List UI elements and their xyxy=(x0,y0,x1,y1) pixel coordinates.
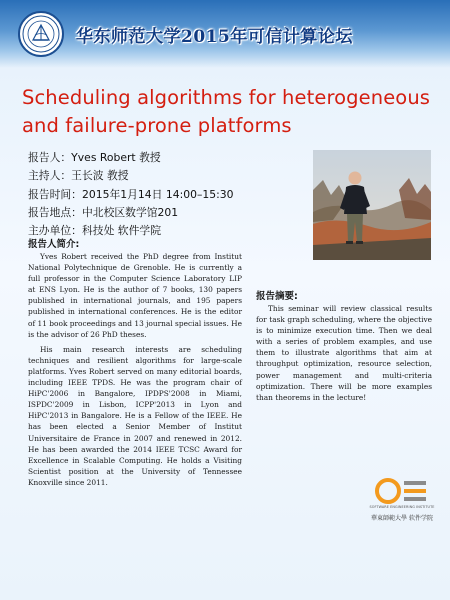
talk-title-line-1: Scheduling algorithms for heterogeneous xyxy=(22,86,431,109)
speaker-line: 报告人：Yves Robert 教授 xyxy=(28,151,161,164)
talk-title xyxy=(22,84,442,140)
time-line: 报告时间：2015年1月14日 14:00–15:30 xyxy=(28,187,234,201)
talk-abstract xyxy=(256,303,432,403)
speaker-bio xyxy=(28,251,242,492)
speaker-photo xyxy=(313,150,431,260)
bio-paragraph: Yves Robert received the PhD degree from Institut National Polytechnique de Grenoble. He is currently a full professor in the Computer Science Laboratory LIP at ENS Lyon. He is the author of 7 books, 130 papers published in international journals, and 195 papers published in international conferences. He is the editor of 11 book proceedings and 13 journal special issues. He is the advisor of 26 PhD theses. xyxy=(28,252,242,339)
institute-english-name: SOFTWARE ENGINEERING INSTITUTE xyxy=(369,505,435,509)
location-line: 报告地点：中北校区数学馆201 xyxy=(28,205,179,219)
software-engineering-institute-logo-icon xyxy=(360,477,442,535)
forum-title: 华东师范大学2015年可信计算论坛 xyxy=(76,27,353,47)
abstract-heading: 报告摘要: xyxy=(256,291,298,302)
bio-heading: 报告人简介: xyxy=(28,239,80,250)
institute-chinese-name: 華東師範大學 软件学院 xyxy=(371,515,433,522)
abstract-text: This seminar will review classical results for task graph scheduling, where the objective is to minimize execution time. Then we deal with a series of problem examples, and use them to illustrate algorithms that aim at throughput optimization, resource selection, power management and multi-criteria optimization. There will be more examples than theorems in the lecture! xyxy=(256,304,432,402)
bio-paragraph: His main research interests are scheduling techniques and resilient algorithms for large-scale platforms. Yves Robert served on many editorial boards, including IEEE TPDS. He was the program chair of HiPC'2006 in Bangalore, IPDPS'2008 in Miami, ISPDC'2009 in Lisbon, ICPP'2013 in Lyon and HiPC'2013 in Bangalore. He is a Fellow of the IEEE. He has been elected a Senior Member of Institut Universitaire de France in 2007 and renewed in 2012. He has been awarded the 2014 IEEE TCSC Award for Excellence in Scalable Computing. He holds a Visiting Scientist position at the University of Tennessee Knoxville since 2011. xyxy=(28,344,242,487)
talk-title-line-2: and failure-prone platforms xyxy=(22,114,292,137)
event-info xyxy=(28,149,318,240)
organizer-line: 主办单位：科技处 软件学院 xyxy=(28,224,161,238)
header-banner xyxy=(0,0,450,68)
university-seal-icon xyxy=(18,11,64,57)
host-line: 主持人：王长波 教授 xyxy=(28,169,129,183)
